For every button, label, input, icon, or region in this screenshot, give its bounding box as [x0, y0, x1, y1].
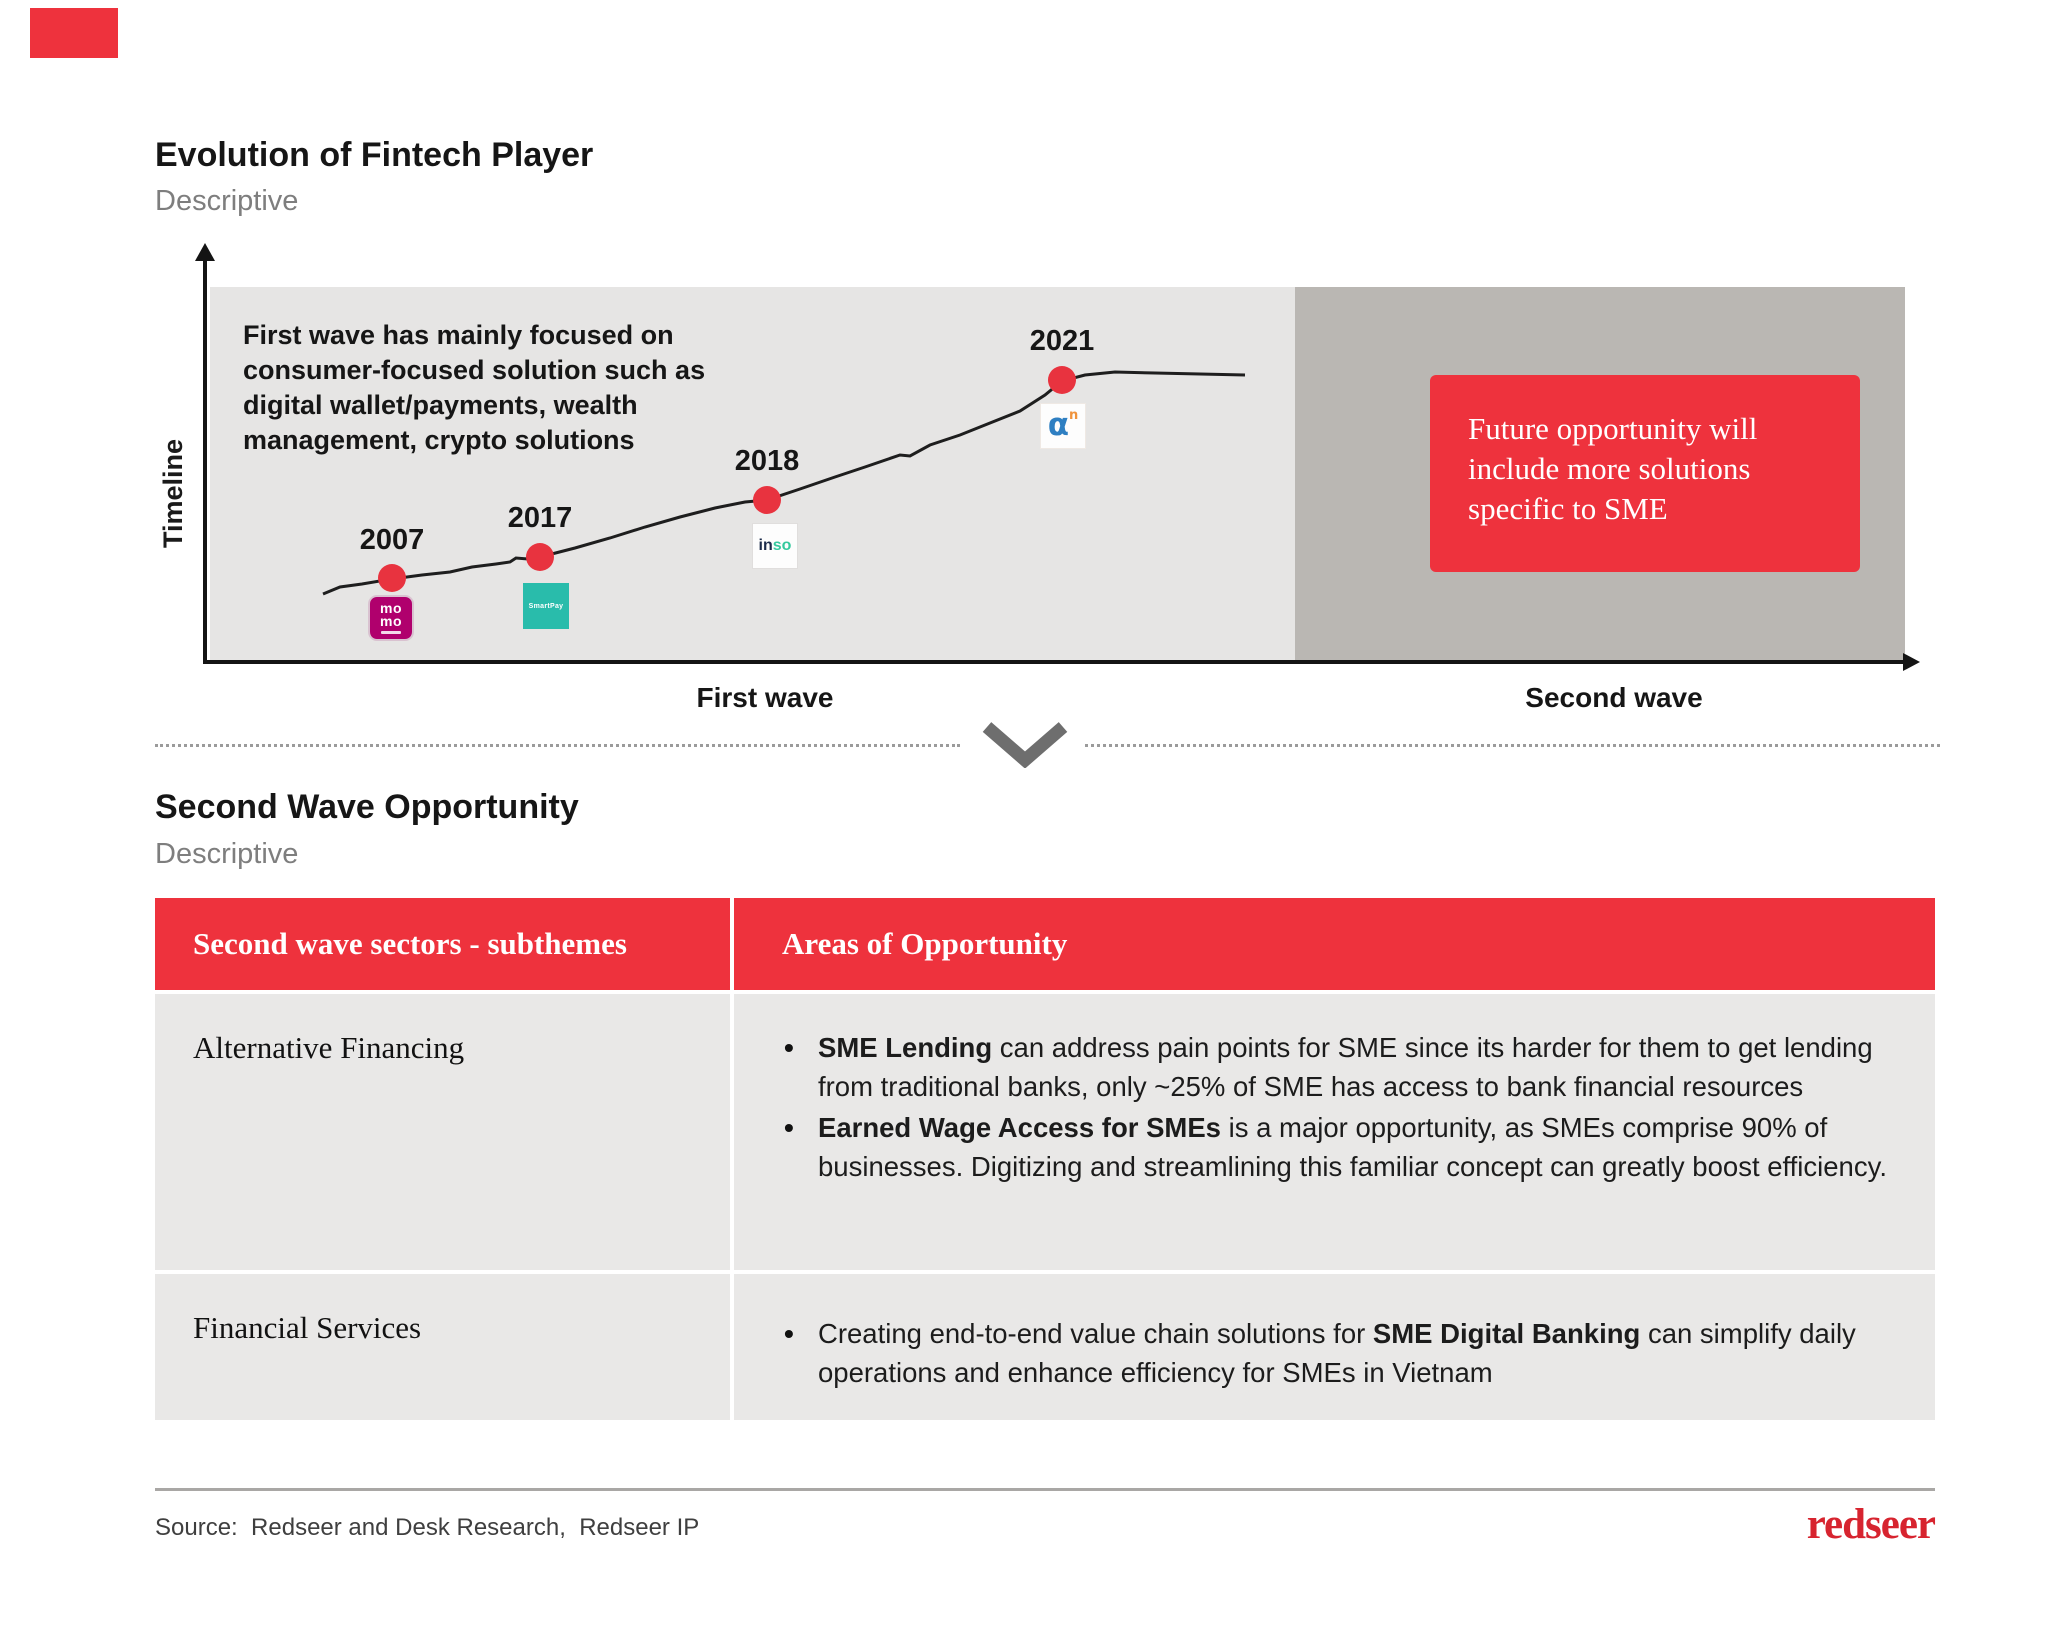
redseer-logo: redseer: [1806, 1501, 1935, 1548]
x-label-second-wave: Second wave: [1525, 682, 1703, 713]
inso-logo-icon: [752, 523, 798, 569]
section2-subtitle: Descriptive: [155, 838, 299, 870]
x-axis-arrow-icon: [1903, 653, 1920, 671]
smartpay-text: SmartPay: [528, 602, 564, 610]
anfin-alpha-glyph: α: [1047, 407, 1070, 443]
table-row-sector-financial-services: Financial Services: [155, 1274, 730, 1420]
section1-title: Evolution of Fintech Player: [155, 136, 594, 174]
y-axis-arrow-icon: [195, 243, 215, 261]
x-axis-line: [203, 660, 1905, 664]
table-header-areas: Areas of Opportunity: [734, 898, 1935, 990]
chevron-down-icon: [980, 722, 1070, 768]
momo-text: mo: [380, 613, 402, 629]
future-opportunity-text: Future opportunity will include more solutions specific to SME: [1468, 411, 1758, 526]
milestone-dot-2007: [378, 564, 406, 592]
footer-rule: [155, 1488, 1935, 1491]
divider-dotted-line: [155, 744, 960, 747]
momo-logo-icon: [368, 595, 414, 641]
x-label-first-wave: First wave: [696, 682, 834, 713]
bullet-item: [784, 1108, 1895, 1186]
bullet-text: Creating end-to-end value chain solutions for SME Digital Banking can simplify daily operations and enhance efficiency for SMEs in Vietnam: [818, 1318, 1856, 1388]
bullet-marker: •: [784, 1112, 794, 1143]
milestone-dot-2018: [753, 486, 781, 514]
table-row-areas-financial-services: [734, 1274, 1935, 1420]
brand-corner-tag: [30, 8, 118, 58]
section1-subtitle: Descriptive: [155, 185, 299, 217]
inso-text-teal: so: [772, 537, 792, 554]
milestone-year-2007: 2007: [359, 524, 425, 556]
momo-tagline-bar: [381, 631, 401, 634]
table-row-sector-alternative-financing: Alternative Financing: [155, 994, 730, 1270]
milestone-dot-2017: [526, 543, 554, 571]
source-note: Source: Redseer and Desk Research, Redseer IP: [155, 1514, 700, 1541]
bullet-marker: •: [784, 1032, 794, 1063]
future-opportunity-callout: [1430, 375, 1860, 572]
bullet-item: [784, 1314, 1895, 1392]
milestone-year-2021: 2021: [1029, 325, 1095, 357]
bullet-list: [784, 1314, 1895, 1392]
momo-text: mo: [380, 600, 402, 616]
milestone-year-2018: 2018: [734, 445, 800, 477]
y-axis-label: Timeline: [158, 438, 188, 548]
table-header-sectors: Second wave sectors - subthemes: [155, 898, 730, 990]
divider-dotted-line: [1085, 744, 1940, 747]
inso-text-dark: in: [758, 537, 773, 554]
anfin-logo-icon: [1040, 403, 1086, 449]
first-wave-annotation: First wave has mainly focused on consumer-focused solution such as digital wallet/payments, wealth management, crypto solutions: [243, 320, 706, 455]
milestone-year-2017: 2017: [507, 502, 573, 534]
section2-title: Second Wave Opportunity: [155, 788, 579, 826]
y-axis-line: [203, 260, 207, 662]
opportunity-table: [155, 898, 1935, 1420]
bullet-text: Earned Wage Access for SMEs is a major opportunity, as SMEs comprise 90% of businesses. Digitizing and streamlining this familiar concept can greatly boost efficiency.: [818, 1112, 1887, 1182]
bullet-list: [784, 1028, 1895, 1186]
anfin-superscript: n: [1069, 408, 1079, 423]
smartpay-logo-icon: [523, 583, 569, 629]
table-row-areas-alternative-financing: [734, 994, 1935, 1270]
bullet-marker: •: [784, 1318, 794, 1349]
bullet-text: SME Lending can address pain points for SME since its harder for them to get lending from traditional banks, only ~25% of SME has access to bank financial resources: [818, 1032, 1873, 1102]
milestone-dot-2021: [1048, 366, 1076, 394]
bullet-item: [784, 1028, 1895, 1106]
